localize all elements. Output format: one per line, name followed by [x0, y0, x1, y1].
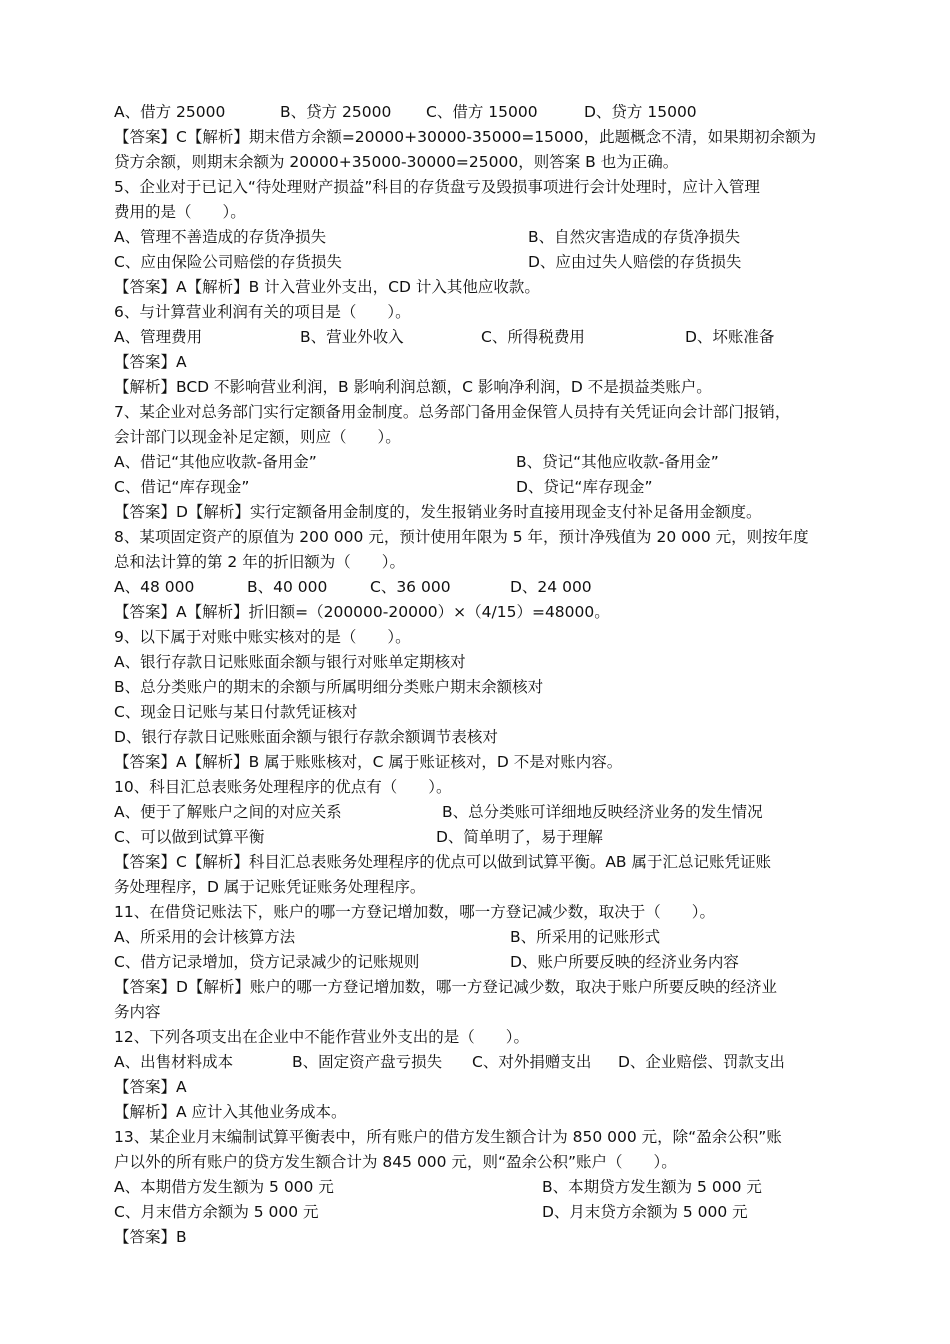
q9-option-b: B、总分类账户的期末的余额与所属明细分类账户期末余额核对 [114, 678, 544, 696]
q6-answer: 【答案】A [114, 353, 187, 371]
q11-option-d: D、账户所要反映的经济业务内容 [510, 953, 739, 971]
q8-option-a: A、48 000 [114, 578, 195, 596]
q5-stem-line1: 5、企业对于已记入“待处理财产损益”科目的存货盘亏及毁损事项进行会计处理时，应计入管理 [114, 178, 760, 196]
q4-answer-line1: 【答案】C【解析】期末借方余额=20000+30000-35000=15000，此题概念不清，如果期初余额为 [114, 128, 817, 146]
q6-analysis: 【解析】BCD 不影响营业利润，B 影响利润总额，C 影响净利润，D 不是损益类账户。 [114, 378, 712, 396]
q8-answer: 【答案】A【解析】折旧额=（200000-20000）×（4/15）=48000。 [114, 603, 610, 621]
q6-option-a: A、管理费用 [114, 328, 203, 346]
q12-stem: 12、下列各项支出在企业中不能作营业外支出的是（ ）。 [114, 1028, 529, 1046]
q9-option-c: C、现金日记账与某日付款凭证核对 [114, 703, 358, 721]
q10-answer-line2: 务处理程序，D 属于记账凭证账务处理程序。 [114, 878, 426, 896]
q10-option-b: B、总分类账可详细地反映经济业务的发生情况 [442, 803, 763, 821]
q6-option-d: D、坏账准备 [685, 328, 775, 346]
q5-stem-line2: 费用的是（ ）。 [114, 203, 246, 221]
q8-option-d: D、24 000 [510, 578, 592, 596]
q6-stem: 6、与计算营业利润有关的项目是（ ）。 [114, 303, 411, 321]
q13-stem-line2: 户以外的所有账户的贷方发生额合计为 845 000 元，则“盈余公积”账户（ ）。 [114, 1153, 677, 1171]
q9-stem: 9、以下属于对账中账实核对的是（ ）。 [114, 628, 411, 646]
q7-option-d: D、贷记“库存现金” [516, 478, 653, 496]
q11-answer-line1: 【答案】D【解析】账户的哪一方登记增加数，哪一方登记减少数，取决于账户所要反映的经济业 [114, 978, 777, 996]
q7-answer: 【答案】D【解析】实行定额备用金制度的，发生报销业务时直接用现金支付补足备用金额度。 [114, 503, 762, 521]
q7-stem-line2: 会计部门以现金补足定额，则应（ ）。 [114, 428, 401, 446]
q8-stem-line2: 总和法计算的第 2 年的折旧额为（ ）。 [114, 553, 405, 571]
q12-analysis: 【解析】A 应计入其他业务成本。 [114, 1103, 347, 1121]
q10-stem: 10、科目汇总表账务处理程序的优点有（ ）。 [114, 778, 452, 796]
q4-option-c: C、借方 15000 [426, 103, 538, 121]
q12-option-a: A、出售材料成本 [114, 1053, 234, 1071]
q4-option-a: A、借方 25000 [114, 103, 226, 121]
q4-option-d: D、贷方 15000 [584, 103, 697, 121]
q7-option-a: A、借记“其他应收款-备用金” [114, 453, 317, 471]
q13-option-c: C、月末借方余额为 5 000 元 [114, 1203, 319, 1221]
q4-answer-line2: 贷方余额，则期末余额为 20000+35000-30000=25000，则答案 B 也为正确。 [114, 153, 679, 171]
q9-answer: 【答案】A【解析】B 属于账账核对，C 属于账证核对，D 不是对账内容。 [114, 753, 623, 771]
q6-option-b: B、营业外收入 [300, 328, 404, 346]
q4-option-b: B、贷方 25000 [280, 103, 392, 121]
q9-option-d: D、银行存款日记账账面余额与银行存款余额调节表核对 [114, 728, 498, 746]
q11-answer-line2: 务内容 [114, 1003, 161, 1021]
q7-option-b: B、贷记“其他应收款-备用金” [516, 453, 719, 471]
q11-option-c: C、借方记录增加，贷方记录减少的记账规则 [114, 953, 420, 971]
q11-option-a: A、所采用的会计核算方法 [114, 928, 296, 946]
q5-option-b: B、自然灾害造成的存货净损失 [528, 228, 741, 246]
q9-option-a: A、银行存款日记账账面余额与银行对账单定期核对 [114, 653, 466, 671]
q13-option-b: B、本期贷方发生额为 5 000 元 [542, 1178, 762, 1196]
q10-option-d: D、简单明了，易于理解 [436, 828, 603, 846]
q13-option-a: A、本期借方发生额为 5 000 元 [114, 1178, 334, 1196]
q10-answer-line1: 【答案】C【解析】科目汇总表账务处理程序的优点可以做到试算平衡。AB 属于汇总记账凭证账 [114, 853, 771, 871]
q11-stem: 11、在借贷记账法下，账户的哪一方登记增加数，哪一方登记减少数，取决于（ ）。 [114, 903, 715, 921]
q5-answer: 【答案】A【解析】B 计入营业外支出，CD 计入其他应收款。 [114, 278, 540, 296]
q12-option-d: D、企业赔偿、罚款支出 [618, 1053, 785, 1071]
q7-stem-line1: 7、某企业对总务部门实行定额备用金制度。总务部门备用金保管人员持有关凭证向会计部门报销， [114, 403, 791, 421]
q5-option-a: A、管理不善造成的存货净损失 [114, 228, 327, 246]
q8-option-b: B、40 000 [247, 578, 328, 596]
q12-option-c: C、对外捐赠支出 [472, 1053, 592, 1071]
q12-answer: 【答案】A [114, 1078, 187, 1096]
q12-option-b: B、固定资产盘亏损失 [292, 1053, 443, 1071]
q5-option-c: C、应由保险公司赔偿的存货损失 [114, 253, 342, 271]
q8-option-c: C、36 000 [370, 578, 451, 596]
q8-stem-line1: 8、某项固定资产的原值为 200 000 元，预计使用年限为 5 年，预计净残值为 20 000 元，则按年度 [114, 528, 809, 546]
q10-option-c: C、可以做到试算平衡 [114, 828, 265, 846]
q10-option-a: A、便于了解账户之间的对应关系 [114, 803, 342, 821]
q7-option-c: C、借记“库存现金” [114, 478, 250, 496]
q13-answer: 【答案】B [114, 1228, 187, 1246]
q13-stem-line1: 13、某企业月末编制试算平衡表中，所有账户的借方发生额合计为 850 000 元，除“盈余公积”账 [114, 1128, 782, 1146]
q5-option-d: D、应由过失人赔偿的存货损失 [528, 253, 742, 271]
q11-option-b: B、所采用的记账形式 [510, 928, 661, 946]
q13-option-d: D、月末贷方余额为 5 000 元 [542, 1203, 748, 1221]
q6-option-c: C、所得税费用 [481, 328, 585, 346]
